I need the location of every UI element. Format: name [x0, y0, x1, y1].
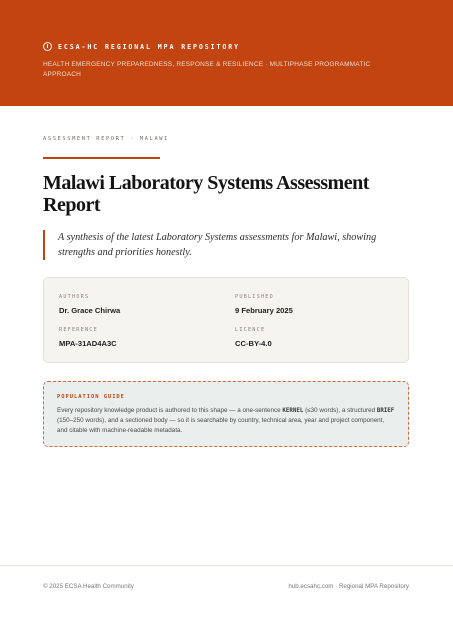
footer-copyright: © 2025 ECSA Health Community	[43, 583, 134, 590]
meta-authors-value: Dr. Grace Chirwa	[59, 306, 121, 315]
brand-name: ECSA-HC REGIONAL MPA REPOSITORY	[58, 42, 240, 51]
page-title: Malawi Laboratory Systems Assessment Report	[43, 172, 369, 216]
meta-published-value: 9 February 2025	[235, 306, 293, 315]
meta-reference	[59, 327, 117, 348]
meta-reference-value: MPA-31AD4A3C	[59, 339, 117, 348]
metadata-card	[43, 277, 409, 363]
guide-kernel-term: KERNEL	[282, 408, 304, 414]
document-lede: A synthesis of the latest Laboratory Systems assessments for Malawi, showing strengths and priorities honestly.	[43, 230, 410, 260]
meta-published	[235, 294, 293, 315]
footer-site-link[interactable]: hub.ecsahc.com · Regional MPA Repository	[288, 583, 409, 590]
brand[interactable]	[43, 42, 240, 51]
population-guide	[43, 381, 409, 447]
guide-body	[57, 406, 395, 437]
guide-title: POPULATION GUIDE	[57, 394, 125, 400]
meta-authors	[59, 294, 120, 315]
guide-text-2: (≤30 words), a structured	[303, 407, 377, 414]
meta-licence	[235, 327, 272, 348]
power-icon	[43, 42, 52, 51]
header-tagline: HEALTH EMERGENCY PREPAREDNESS, RESPONSE & RESILIENCE · MULTIPHASE PROGRAMMATIC APPROACH	[43, 61, 371, 78]
guide-text-1: Every repository knowledge product is authored to this shape — a one-sentence	[57, 407, 283, 414]
footer-divider	[0, 565, 453, 566]
meta-reference-label: REFERENCE	[59, 327, 98, 333]
site-header	[0, 0, 453, 106]
eyebrow-divider	[43, 157, 160, 159]
meta-published-label: PUBLISHED	[235, 294, 274, 300]
guide-text-3: (150–250 words), and a sectioned body — so it is searchable by country, technical area, year and project component, and citable with machine-readable metadata.	[57, 417, 385, 435]
meta-authors-label: AUTHORS	[59, 294, 90, 300]
meta-licence-value: CC-BY-4.0	[235, 339, 272, 348]
document-eyebrow: ASSESSMENT REPORT · MALAWI	[43, 136, 169, 142]
guide-brief-term: BRIEF	[376, 408, 395, 414]
meta-licence-label: LICENCE	[235, 327, 266, 333]
